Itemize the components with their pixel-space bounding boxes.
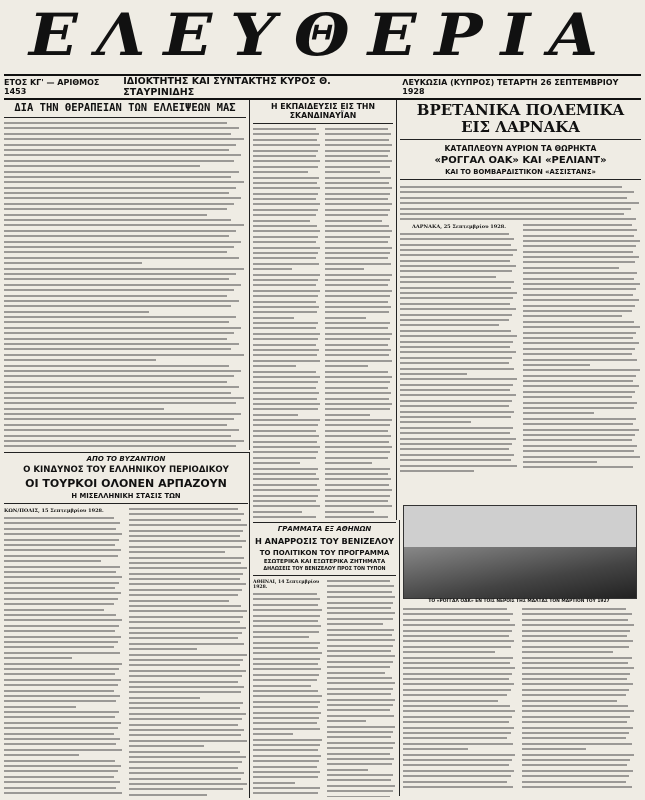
article-polemika-sub-1: ΚΑΤΑΠΛΕΟΥΝ ΑΥΡΙΟΝ ΤΑ ΘΩΡΗΚΤΑ	[444, 144, 597, 153]
article-polemika-headline-1: ΒΡΕΤΑΝΙΚΑ ΠΟΛΕΜΙΚΑ	[416, 102, 625, 119]
article-polemika-intro	[400, 186, 641, 220]
article-venizelos-sub-3: ΔΗΛΩΣΕΙΣ ΤΟΥ ΒΕΝΙΖΕΛΟΥ ΠΡΟΣ ΤΟΝ ΤΥΠΟΝ	[253, 567, 396, 576]
article-venizelos-kicker: ΓΡΑΜΜΑΤΑ ΕΞ ΑΘΗΝΩΝ	[277, 525, 372, 533]
article-polemika-headline-2: ΕΙΣ ΛΑΡΝΑΚΑ	[400, 119, 641, 140]
publisher-line: ΙΔΙΟΚΤΗΤΗΣ ΚΑΙ ΣΥΝΤΑΚΤΗΣ ΚΥΡΟΣ Θ. ΣΤΑΥΡΙΝΙΔΗΣ	[123, 76, 331, 98]
article-polemika-dateline: ΛΑΡΝΑΚΑ, 25 Σεπτεμβρίου 1928.	[412, 223, 506, 230]
article-venizelos-headline: Η ΑΝΑΡΡΟΣΙΣ ΤΟΥ ΒΕΝΙΖΕΛΟΥ	[254, 536, 395, 546]
article-venizelos-sub-2: ΕΣΩΤΕΡΙΚΑ ΚΑΙ ΕΞΩΤΕΡΙΚΑ ΖΗΤΗΜΑΤΑ	[263, 559, 386, 565]
article-polemika-sub-2: «ΡΟΓΓΑΛ ΟΑΚ» ΚΑΙ «ΡΕΛΙΑΝΤ»	[434, 155, 607, 166]
section-rule	[253, 522, 396, 523]
article-ekpaideusis-body-col1	[253, 128, 321, 520]
article-polemika-continued	[403, 608, 635, 796]
masthead	[0, 0, 645, 72]
issue-number: ΕΤΟΣ ΚΓ' — ΑΡΙΘΜΟΣ 1453	[4, 78, 100, 96]
article-polemika-body-col1	[400, 233, 518, 472]
article-venizelos-body-col1	[253, 593, 323, 797]
article-polemika-sub-3: ΚΑΙ ΤΟ ΒΟΜΒΑΡΔΙΣΤΙΚΟΝ «ΑΣΣΙΣΤΑΝΣ»	[400, 168, 641, 180]
column-rule	[249, 452, 250, 798]
article-venizelos-dateline: ΑΘΗΝΑΙ, 14 Σεπτεμβρίου 1928.	[253, 580, 320, 590]
article-vyzantion-body-col2	[129, 508, 249, 797]
article-venizelos	[253, 525, 396, 797]
article-vyzantion-headline: Ο ΚΙΝΔΥΝΟΣ ΤΟΥ ΕΛΛΗΝΙΚΟΥ ΠΕΡΙΟΔΙΚΟΥ	[23, 465, 229, 475]
article-vyzantion-sub: ΟΙ ΤΟΥΡΚΟΙ ΟΛΟΝΕΝ ΑΡΠΑΖΟΥΝ	[25, 477, 227, 490]
article-vyzantion-dateline: ΚΩΝ/ΠΟΛΙΣ, 15 Σεπτεμβρίου 1928.	[4, 508, 104, 514]
article-therapeia	[4, 102, 246, 450]
warship-photo-caption: ΤΟ «ΡΟΓΓΑΛ ΟΑΚ» ΕΝ ΤΟΙΣ ΝΕΡΟΙΣ ΤΗΣ ΜΑΛΤΑΣ ΤΟΝ ΜΑΡΤΙΟΝ ΤΟΥ 1927	[428, 599, 610, 604]
section-rule	[4, 452, 249, 453]
warship-photo	[403, 505, 637, 599]
article-vyzantion-sub-2: Η ΜΙΣΕΛΛΗΝΙΚΗ ΣΤΑΣΙΣ ΤΩΝ	[4, 492, 248, 504]
article-therapeia-body	[4, 122, 246, 450]
info-bar	[4, 74, 641, 100]
article-ekpaideusis-body-col2	[325, 128, 393, 520]
column-rule	[249, 100, 250, 450]
article-venizelos-body-col2	[327, 580, 397, 797]
article-ekpaideusis-headline: Η ΕΚΠΑΙΔΕΥΣΙΣ ΕΙΣ ΤΗΝ ΣΚΑΝΔΙΝΑΥΪΑΝ	[253, 102, 393, 124]
newspaper-title: ΕΛΕΥΘΕΡΙΑ	[28, 1, 617, 70]
column-rule	[396, 100, 397, 520]
article-venizelos-sub: ΤΟ ΠΟΛΙΤΙΚΟΝ ΤΟΥ ΠΡΟΓΡΑΜΜΑ	[259, 549, 390, 557]
column-rule	[399, 520, 400, 796]
article-therapeia-headline: ΔΙΑ ΤΗΝ ΘΕΡΑΠΕΙΑΝ ΤΩΝ ΕΛΛΕΙΨΕΩΝ ΜΑΣ	[4, 102, 246, 118]
article-vyzantion-body-col1	[4, 517, 124, 797]
article-ekpaideusis	[253, 102, 393, 520]
article-polemika-body-col2	[523, 224, 641, 469]
article-vyzantion	[4, 455, 248, 797]
publication-date: ΛΕΥΚΩΣΙΑ (ΚΥΠΡΟΣ) ΤΕΤΑΡΤΗ 26 ΣΕΠΤΕΜΒΡΙΟΥ 1928	[402, 78, 619, 96]
article-vyzantion-kicker: ΑΠΟ ΤΟ ΒΥΖΑΝΤΙΟΝ	[86, 455, 166, 463]
